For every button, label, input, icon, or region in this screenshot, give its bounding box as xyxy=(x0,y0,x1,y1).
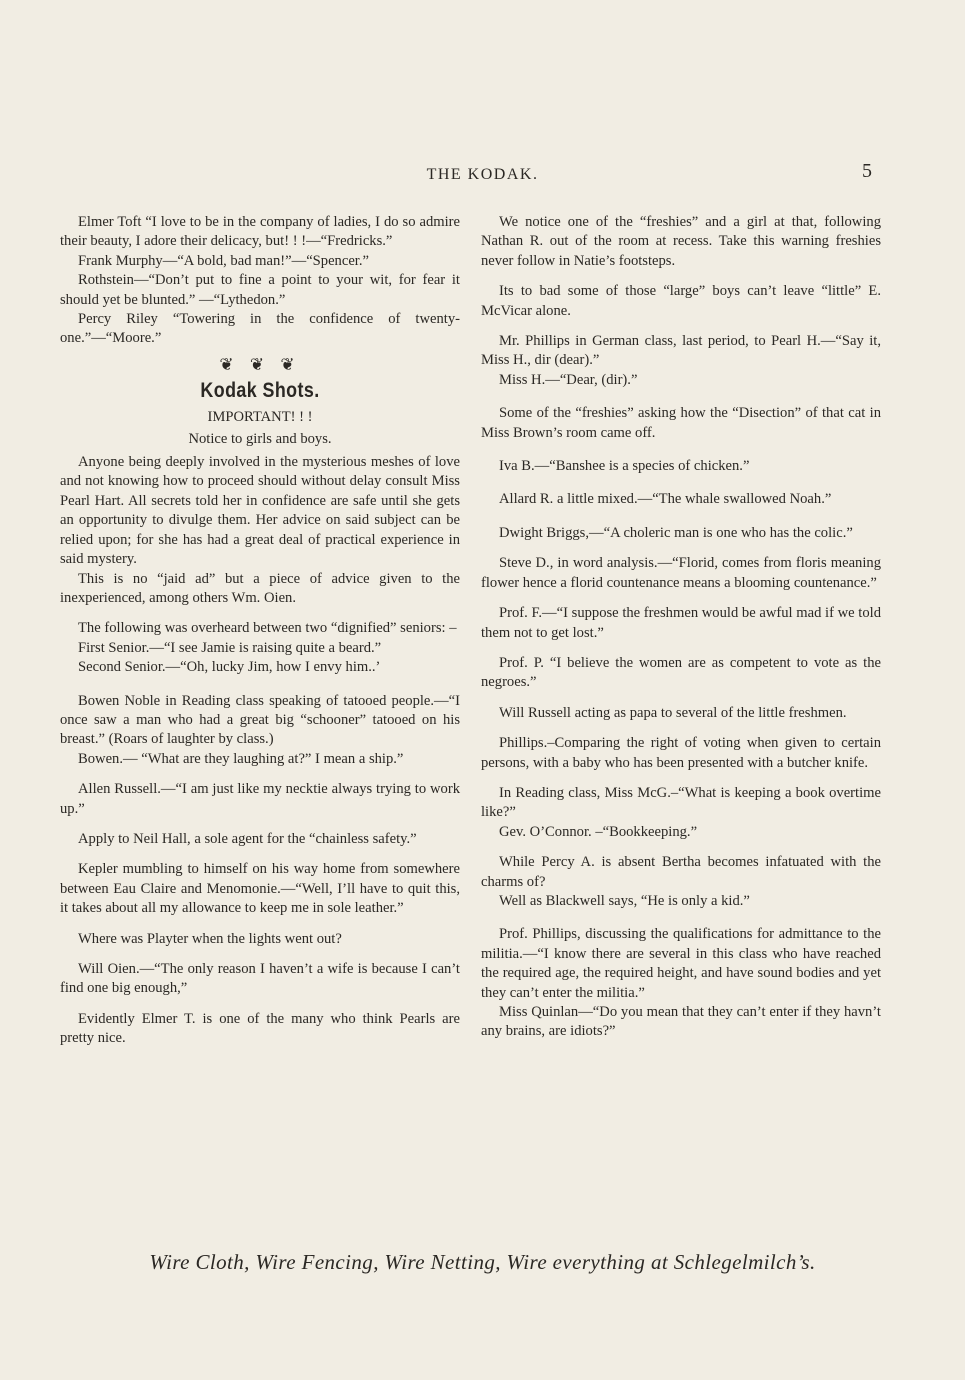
paragraph: Anyone being deeply involved in the mysterious meshes of love and not knowing how to proceed should without delay consult Miss Pearl Hart. All secrets told her in confidence are safe until she gets an opportunity to divulge them. Her advice on said subject can be relied upon; for she has had a great deal of practical experience in said mystery. xyxy=(60,454,460,568)
footer-advertisement: Wire Cloth, Wire Fencing, Wire Netting, Wire everything at Schlegelmilch’s. xyxy=(149,1250,816,1274)
paragraph: Bowen Noble in Reading class speaking of tatooed people.—“I once saw a man who had a great big “schooner” tatooed on his breast.” (Roars of laughter by class.) xyxy=(60,692,460,748)
paragraph: Percy Riley “Towering in the confidence of twenty-one.”—“Moore.” xyxy=(60,311,460,347)
left-column xyxy=(60,213,460,1049)
paragraph: While Percy A. is absent Bertha becomes infatuated with the charms of? xyxy=(481,854,881,890)
paragraph: The following was overheard between two “dignified” seniors: – xyxy=(78,620,457,637)
paragraph: Dwight Briggs,—“A choleric man is one who has the colic.” xyxy=(499,524,853,541)
paragraph: Its to bad some of those “large” boys can’t leave “little” E. McVicar alone. xyxy=(481,283,881,319)
page-number: 5 xyxy=(862,160,872,182)
important-heading: IMPORTANT! ! ! xyxy=(207,409,313,426)
paragraph: Apply to Neil Hall, a sole agent for the “chainless safety.” xyxy=(78,830,417,847)
paragraph: Will Oien.—“The only reason I haven’t a wife is because I can’t find one big enough,” xyxy=(60,961,460,997)
paragraph: Second Senior.—“Oh, lucky Jim, how I envy him..’ xyxy=(78,659,381,676)
paragraph: Rothstein—“Don’t put to fine a point to your wit, for fear it should yet be blunted.” —“Lythedon.” xyxy=(60,272,460,308)
paragraph: Some of the “freshies” asking how the “Disection” of that cat in Miss Brown’s room came off. xyxy=(481,405,881,441)
paragraph: Evidently Elmer T. is one of the many who think Pearls are pretty nice. xyxy=(60,1010,460,1047)
paragraph: Gev. O’Connor. –“Bookkeeping.” xyxy=(499,823,698,840)
paragraph: Kepler mumbling to himself on his way home from somewhere between Eau Claire and Menomonie.—“Well, I’ll have to quit this, it takes about all my allowance to keep me in sole leather.” xyxy=(60,861,460,917)
paragraph: Allen Russell.—“I am just like my necktie always trying to work up.” xyxy=(60,781,460,817)
paragraph: Frank Murphy—“A bold, bad man!”—“Spencer.” xyxy=(78,252,369,269)
paragraph: Miss H.—“Dear, (dir).” xyxy=(499,371,638,388)
paragraph: Allard R. a little mixed.—“The whale swallowed Noah.” xyxy=(499,491,832,508)
paragraph: Prof. F.—“I suppose the freshmen would be awful mad if we told them not to get lost.” xyxy=(481,605,881,641)
paragraph: We notice one of the “freshies” and a girl at that, following Nathan R. out of the room at recess. Take this warning freshies never follow in Natie’s footsteps. xyxy=(481,214,881,269)
paragraph: Miss Quinlan—“Do you mean that they can’t enter if they havn’t any brains, are idiots?” xyxy=(481,1004,881,1040)
paragraph: Prof. Phillips, discussing the qualifications for admittance to the militia.—“I know there are several in this class who have reached the required age, the required height, and have sound bodies and yet they can’t enter the militia.” xyxy=(481,926,881,1001)
running-head: THE KODAK. xyxy=(426,166,539,183)
paragraph: Well as Blackwell says, “He is only a kid.” xyxy=(499,892,750,909)
paragraph: First Senior.—“I see Jamie is raising quite a beard.” xyxy=(78,639,382,656)
paragraph: Elmer Toft “I love to be in the company of ladies, I do so admire their beauty, I adore their delicacy, but! ! !—“Fredricks.” xyxy=(60,214,460,250)
ornament-divider: ❦ ❦ ❦ xyxy=(219,354,301,374)
paragraph: Bowen.— “What are they laughing at?” I mean a ship.” xyxy=(78,750,404,767)
paragraph: Iva B.—“Banshee is a species of chicken.” xyxy=(499,458,750,475)
paragraph: Mr. Phillips in German class, last period, to Pearl H.—“Say it, Miss H., dir (dear).” xyxy=(481,333,881,369)
section-title: Kodak Shots. xyxy=(200,379,320,403)
paragraph: Prof. P. “I believe the women are as competent to vote as the negroes.” xyxy=(481,654,881,691)
notice-subheading: Notice to girls and boys. xyxy=(188,430,332,447)
paragraph: Phillips.–Comparing the right of voting when given to certain persons, with a baby who has been presented with a butcher knife. xyxy=(481,735,881,771)
paragraph: In Reading class, Miss McG.–“What is keeping a book overtime like?” xyxy=(481,784,881,821)
paragraph: Where was Playter when the lights went out? xyxy=(78,930,342,947)
paragraph: Steve D., in word analysis.—“Florid, comes from floris meaning flower hence a florid countenance means a blooming countenance.” xyxy=(481,555,881,591)
paragraph: Will Russell acting as papa to several of the little freshmen. xyxy=(499,704,847,721)
paragraph: This is no “jaid ad” but a piece of advice given to the inexperienced, among others Wm. Oien. xyxy=(60,570,460,606)
right-column xyxy=(481,213,881,1042)
